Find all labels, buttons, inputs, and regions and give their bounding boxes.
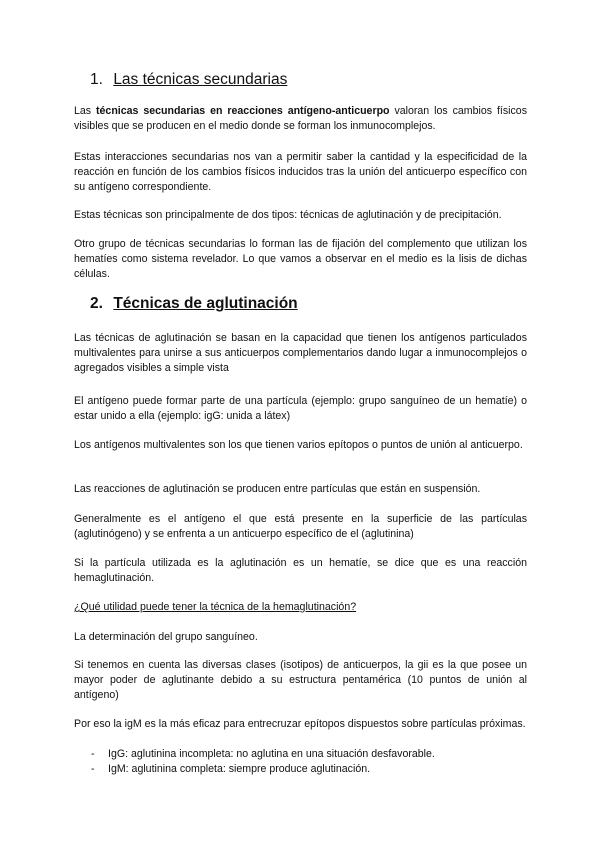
paragraph-1-bold-term: técnicas secundarias en reacciones antígeno-anticuerpo [96,105,390,117]
section-2-number: 2. [90,295,103,312]
isotype-list [74,747,527,777]
list-item [74,747,527,762]
section-2-paragraph-4: Las reacciones de aglutinación se producen entre partículas que están en suspensión. [74,483,481,495]
section-1-paragraph-1 [74,104,527,134]
question-heading: ¿Qué utilidad puede tener la técnica de la hemaglutinación? [74,601,357,613]
section-1-paragraph-4: Otro grupo de técnicas secundarias lo forman las de fijación del complemento que utilizan los hematíes como sistema revelador. Lo que vamos a observar en el medio es la lisis de dichas células. [74,238,527,281]
section-2-paragraph-5: Generalmente es el antígeno el que está presente en la superficie de las partículas (aglutinógeno) y se enfrenta a un anticuerpo específico de el (aglutinina) [74,513,527,541]
section-2-paragraph-7: Si tenemos en cuenta las diversas clases (isotipos) de anticuerpos, la gii es la que posee un mayor poder de aglutinante debido a su estructura pentamérica (10 puntos de unión al antígeno) [74,659,527,702]
section-2-paragraph-1: Las técnicas de aglutinación se basan en la capacidad que tienen los antígenos particulados multivalentes para unirse a sus anticuerpos complementarios dando lugar a inmunocomplejos o agregados visibles a simple vista [74,332,527,375]
list-dash: - [91,748,95,760]
section-1-paragraph-2: Estas interacciones secundarias nos van a permitir saber la cantidad y la especificidad de la reacción en función de los cambios físicos inducidos tras la unión del anticuerpo específico con su antígeno correspondiente. [74,151,527,194]
section-1-number: 1. [90,71,103,88]
section-1-title: Las técnicas secundarias [113,71,288,88]
list-item-text: IgG: aglutinina incompleta: no aglutina en una situación desfavorable. [108,748,435,760]
section-2-heading [90,295,298,313]
paragraph-1-rest: valoran los cambios físicos visibles que se producen en el medio donde se forman los inmunocomplejos. [74,105,527,133]
paragraph-1-lead: Las [74,105,97,117]
section-1-paragraph-3: Estas técnicas son principalmente de dos tipos: técnicas de aglutinación y de precipitación. [74,209,502,221]
section-2-paragraph-6: Si la partícula utilizada es la aglutinación es un hematíe, se dice que es una reacción hemaglutinación. [74,557,527,585]
section-1-heading [90,71,287,89]
section-2-title: Técnicas de aglutinación [113,295,298,312]
section-2-paragraph-8: Por eso la igM es la más eficaz para entrecruzar epítopos dispuestos sobre partículas próximas. [74,718,526,730]
list-dash: - [91,763,95,776]
section-2-paragraph-2: El antígeno puede formar parte de una partícula (ejemplo: grupo sanguíneo de un hematíe) o estar unido a ella (ejemplo: igG: unida a látex) [74,395,527,423]
list-item [74,762,527,777]
question-answer: La determinación del grupo sanguíneo. [74,631,258,643]
list-item-text: IgM: aglutinina completa: siempre produce aglutinación. [108,763,371,776]
section-2-paragraph-3: Los antígenos multivalentes son los que tienen varios epítopos o puntos de unión al anticuerpo. [74,439,523,451]
